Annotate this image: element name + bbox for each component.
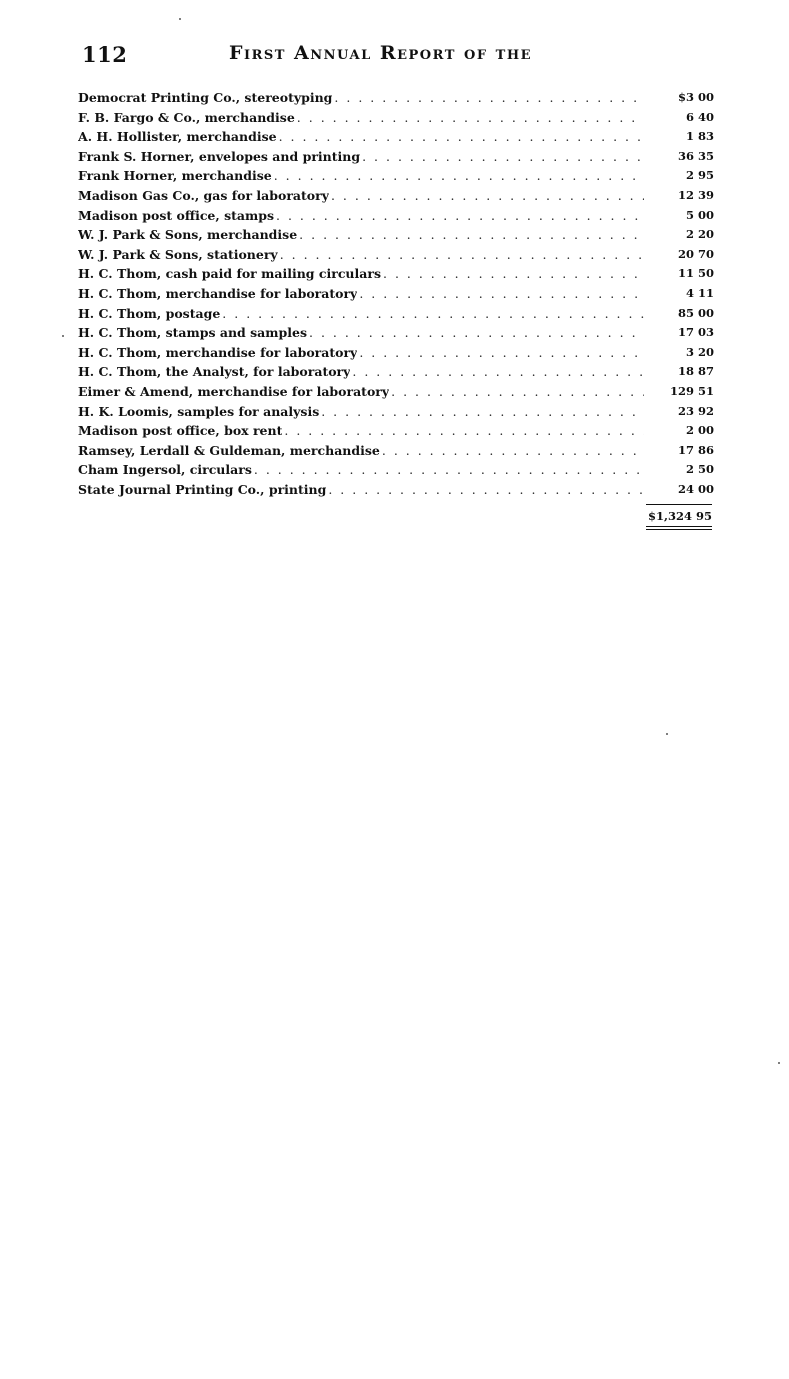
entry-description: W. J. Park & Sons, stationery bbox=[78, 246, 278, 262]
entry-amount: 23 92 bbox=[677, 403, 714, 418]
scan-speck bbox=[62, 335, 64, 337]
dot-leader bbox=[328, 480, 644, 500]
scan-speck bbox=[179, 18, 181, 20]
dot-leader bbox=[276, 206, 644, 226]
dot-leader bbox=[309, 323, 644, 343]
ledger-row bbox=[78, 166, 714, 186]
ledger-row bbox=[78, 147, 714, 167]
ledger-row bbox=[78, 108, 714, 128]
entry-description: H. C. Thom, merchandise for laboratory bbox=[78, 285, 358, 301]
sum-rule bbox=[646, 504, 712, 505]
entry-amount: 2 00 bbox=[685, 423, 714, 438]
total-block bbox=[646, 504, 712, 530]
dot-leader bbox=[352, 362, 644, 382]
entry-description: Democrat Printing Co., stereotyping bbox=[78, 90, 333, 105]
entry-amount: 2 95 bbox=[685, 168, 714, 183]
ledger-row bbox=[78, 480, 714, 500]
entry-description: State Journal Printing Co., printing bbox=[78, 481, 327, 497]
dot-leader bbox=[284, 421, 644, 441]
entry-amount: 12 39 bbox=[677, 187, 714, 202]
ledger-row bbox=[78, 264, 714, 284]
entry-description: Ramsey, Lerdall & Guldeman, merchandise bbox=[78, 442, 380, 458]
dot-leader bbox=[359, 343, 644, 363]
ledger-row bbox=[78, 206, 714, 226]
entry-amount: 17 03 bbox=[677, 325, 714, 340]
dot-leader bbox=[280, 245, 644, 265]
entry-amount: 36 35 bbox=[677, 148, 714, 163]
ledger-row bbox=[78, 245, 714, 265]
entry-description: Madison post office, stamps bbox=[78, 207, 275, 223]
entry-description: H. C. Thom, stamps and samples bbox=[78, 325, 307, 341]
ledger-row bbox=[78, 402, 714, 422]
scan-speck bbox=[666, 733, 668, 735]
dot-leader bbox=[254, 460, 644, 480]
entry-description: F. B. Fargo & Co., merchandise bbox=[78, 109, 295, 125]
ledger-row bbox=[78, 304, 714, 324]
dot-leader bbox=[297, 108, 644, 128]
entry-description: H. C. Thom, merchandise for laboratory bbox=[78, 344, 358, 360]
entry-description: W. J. Park & Sons, merchandise bbox=[78, 227, 298, 243]
dot-leader bbox=[359, 284, 644, 304]
ledger-row bbox=[78, 421, 714, 441]
ledger-row bbox=[78, 460, 714, 480]
dot-leader bbox=[299, 225, 644, 245]
entry-amount: 6 40 bbox=[685, 109, 714, 124]
expense-ledger bbox=[78, 88, 714, 499]
dot-leader bbox=[222, 304, 644, 324]
entry-amount: 24 00 bbox=[677, 481, 714, 496]
entry-amount: 2 20 bbox=[685, 227, 714, 242]
ledger-row bbox=[78, 343, 714, 363]
dot-leader bbox=[391, 382, 644, 402]
grand-total: $1,324 95 bbox=[647, 509, 712, 523]
entry-amount: 11 50 bbox=[677, 266, 714, 281]
entry-description: Frank S. Horner, envelopes and printing bbox=[78, 148, 361, 164]
entry-description: Cham Ingersol, circulars bbox=[78, 462, 252, 478]
dot-leader bbox=[362, 147, 644, 167]
entry-amount: 2 50 bbox=[685, 462, 714, 477]
entry-amount: 4 11 bbox=[685, 285, 714, 300]
ledger-row bbox=[78, 225, 714, 245]
dot-leader bbox=[274, 166, 644, 186]
entry-amount: 129 51 bbox=[669, 383, 714, 398]
dot-leader bbox=[321, 402, 644, 422]
entry-amount: 85 00 bbox=[677, 305, 714, 320]
entry-amount: 18 87 bbox=[677, 364, 714, 379]
dot-leader bbox=[279, 127, 644, 147]
entry-description: H. K. Loomis, samples for analysis bbox=[78, 403, 320, 419]
entry-description: Frank Horner, merchandise bbox=[78, 168, 272, 184]
ledger-row bbox=[78, 323, 714, 343]
entry-amount: 1 83 bbox=[685, 129, 714, 144]
entry-amount: 3 20 bbox=[685, 344, 714, 359]
ledger-row bbox=[78, 88, 714, 108]
entry-description: H. C. Thom, the Analyst, for laboratory bbox=[78, 364, 351, 380]
entry-description: Eimer & Amend, merchandise for laboratory bbox=[78, 383, 390, 399]
ledger-row bbox=[78, 362, 714, 382]
ledger-row bbox=[78, 284, 714, 304]
page-number: 112 bbox=[82, 42, 128, 67]
ledger-row bbox=[78, 186, 714, 206]
scan-speck bbox=[778, 1062, 780, 1064]
entry-description: H. C. Thom, postage bbox=[78, 305, 221, 321]
running-title: First Annual Report of the bbox=[229, 42, 533, 64]
entry-description: H. C. Thom, cash paid for mailing circulars bbox=[78, 266, 381, 282]
entry-amount: $3 00 bbox=[677, 90, 714, 104]
dot-leader bbox=[331, 186, 644, 206]
dot-leader bbox=[334, 88, 644, 108]
ledger-row bbox=[78, 382, 714, 402]
entry-amount: 20 70 bbox=[677, 246, 714, 261]
ledger-row bbox=[78, 441, 714, 461]
entry-description: Madison Gas Co., gas for laboratory bbox=[78, 187, 329, 203]
entry-amount: 5 00 bbox=[685, 207, 714, 222]
entry-amount: 17 86 bbox=[677, 442, 714, 457]
ledger-row bbox=[78, 127, 714, 147]
dot-leader bbox=[383, 264, 644, 284]
double-rule bbox=[646, 526, 712, 530]
dot-leader bbox=[382, 441, 644, 461]
entry-description: Madison post office, box rent bbox=[78, 423, 283, 439]
entry-description: A. H. Hollister, merchandise bbox=[78, 129, 277, 145]
